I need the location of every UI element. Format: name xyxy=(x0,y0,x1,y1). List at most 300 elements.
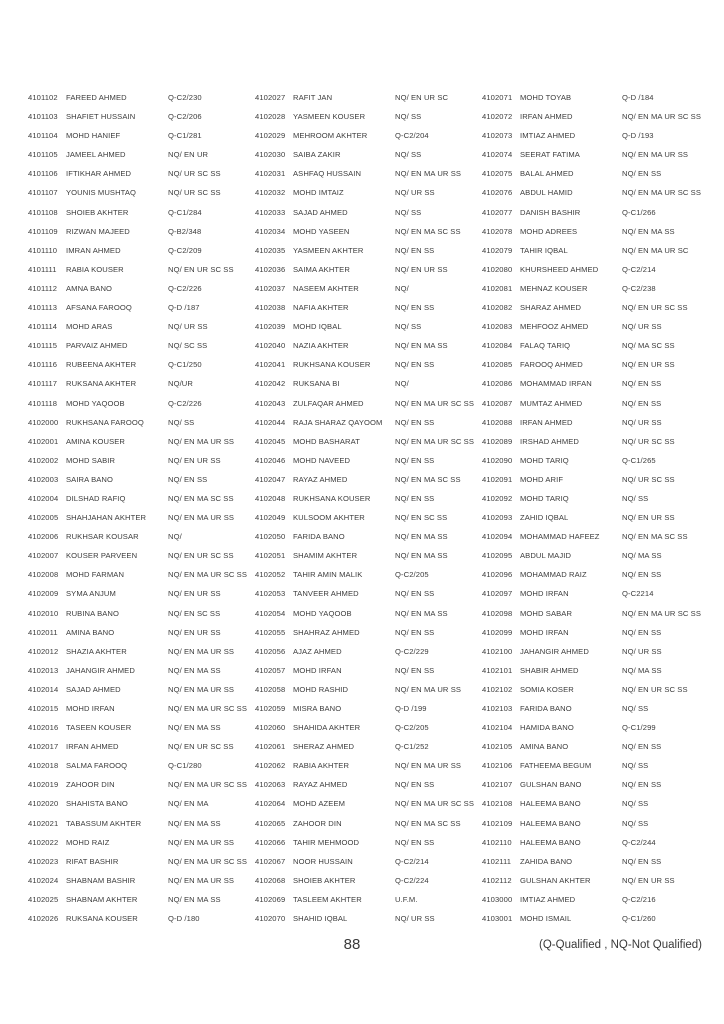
qualification-status: NQ/ EN SS xyxy=(395,303,435,313)
candidate-name: NAFIA AKHTER xyxy=(293,303,349,313)
qualification-status: NQ/ SS xyxy=(622,818,649,828)
table-row xyxy=(482,227,709,246)
candidate-name: KHURSHEED AHMED xyxy=(520,264,599,274)
candidate-name: TAHIR IQBAL xyxy=(520,245,568,255)
roll-number: 4102066 xyxy=(255,837,286,847)
candidate-name: AFSANA FAROOQ xyxy=(66,303,132,313)
candidate-name: MOHD IMTAIZ xyxy=(293,188,344,198)
candidate-name: ZAHIDA BANO xyxy=(520,856,573,866)
candidate-name: ZAHOOR DIN xyxy=(293,818,342,828)
roll-number: 4102092 xyxy=(482,493,513,503)
table-row xyxy=(482,341,709,360)
qualification-status: NQ/ EN MA SC SS xyxy=(395,474,461,484)
candidate-name: RUKSANA KOUSER xyxy=(66,914,138,924)
roll-number: 4101109 xyxy=(28,226,58,236)
candidate-name: MOHD SABAR xyxy=(520,608,573,618)
qualification-status: U.F.M. xyxy=(395,894,418,904)
qualification-status: Q-C1/250 xyxy=(168,360,202,370)
roll-number: 4102003 xyxy=(28,474,59,484)
table-row xyxy=(482,895,709,914)
table-row xyxy=(255,704,482,723)
roll-number: 4102021 xyxy=(28,818,59,828)
candidate-name: MOHD TARIQ xyxy=(520,455,569,465)
qualification-status: Q-C2/205 xyxy=(395,723,429,733)
candidate-name: ZAHOOR DIN xyxy=(66,780,115,790)
table-row xyxy=(482,437,709,456)
qualification-status: Q-C2/230 xyxy=(168,93,202,102)
qualification-status: NQ/ UR SS xyxy=(622,322,662,332)
qualification-status: Q-C2/226 xyxy=(168,398,202,408)
qualification-status: Q-C1/265 xyxy=(622,455,656,465)
roll-number: 4102039 xyxy=(255,322,286,332)
roll-number: 4102054 xyxy=(255,608,286,618)
roll-number: 4102034 xyxy=(255,226,286,236)
qualification-status: NQ/ UR SS xyxy=(622,417,662,427)
table-row xyxy=(28,761,255,780)
roll-number: 4102015 xyxy=(28,704,59,713)
candidate-name: HAMIDA BANO xyxy=(520,723,574,733)
table-row xyxy=(482,838,709,857)
qualification-status: NQ/ EN SS xyxy=(622,570,662,580)
qualification-status: NQ/ EN MA UR SC SS xyxy=(622,608,702,618)
table-row xyxy=(255,666,482,685)
table-row xyxy=(482,570,709,589)
candidate-name: AMNA BANO xyxy=(66,283,113,293)
table-row xyxy=(255,551,482,570)
table-row xyxy=(255,857,482,876)
roll-number: 4102055 xyxy=(255,627,286,637)
qualification-status: NQ/ EN MA UR SS xyxy=(395,761,462,771)
qualification-status: NQ/ MA SS xyxy=(622,665,662,675)
roll-number: 4102106 xyxy=(482,761,513,771)
table-row xyxy=(255,761,482,780)
qualification-status: NQ/ EN MA UR SC SS xyxy=(168,780,248,790)
qualification-status: NQ/ EN UR SS xyxy=(395,264,448,274)
roll-number: 4102020 xyxy=(28,799,59,809)
candidate-name: MOHD IRFAN xyxy=(520,589,569,599)
qualification-status: NQ/ EN MA SS xyxy=(395,608,448,618)
roll-number: 4102026 xyxy=(28,914,59,924)
roll-number: 4102045 xyxy=(255,436,286,446)
candidate-name: HALEEMA BANO xyxy=(520,799,581,809)
roll-number: 4102105 xyxy=(482,742,513,752)
table-row xyxy=(255,532,482,551)
roll-number: 4101115 xyxy=(28,341,58,351)
roll-number: 4102091 xyxy=(482,474,513,484)
qualification-status: NQ/ EN UR SS xyxy=(168,589,221,599)
roll-number: 4102103 xyxy=(482,704,513,713)
roll-number: 4102048 xyxy=(255,493,286,503)
roll-number: 4102036 xyxy=(255,264,286,274)
roll-number: 4102056 xyxy=(255,646,286,656)
qualification-status: Q-C1/280 xyxy=(168,761,202,771)
qualification-status: Q-C1/252 xyxy=(395,742,429,752)
candidate-name: AMINA BANO xyxy=(520,742,569,752)
table-row xyxy=(482,284,709,303)
candidate-name: YASMEEN KOUSER xyxy=(293,112,366,122)
table-row xyxy=(255,723,482,742)
qualification-status: NQ/ EN MA UR SS xyxy=(168,646,235,656)
roll-number: 4102060 xyxy=(255,723,286,733)
roll-number: 4102051 xyxy=(255,551,286,561)
qualification-status: NQ/ EN SS xyxy=(395,665,435,675)
results-column xyxy=(28,93,255,933)
candidate-name: TAHIR AMIN MALIK xyxy=(293,570,363,580)
qualification-status: NQ/ EN MA UR SC SS xyxy=(168,856,248,866)
table-row xyxy=(255,284,482,303)
roll-number: 4102012 xyxy=(28,646,59,656)
qualification-status: NQ/UR xyxy=(168,379,193,389)
candidate-name: RAFIT JAN xyxy=(293,93,333,102)
candidate-name: KULSOOM AKHTER xyxy=(293,513,365,523)
candidate-name: IRFAN AHMED xyxy=(520,417,573,427)
candidate-name: SHAHJAHAN AKHTER xyxy=(66,513,147,523)
candidate-name: RUKHSAR KOUSAR xyxy=(66,532,139,542)
candidate-name: RUKHSANA KOUSER xyxy=(293,360,371,370)
table-row xyxy=(482,265,709,284)
candidate-name: MEHNAZ KOUSER xyxy=(520,283,588,293)
candidate-name: BALAL AHMED xyxy=(520,169,574,179)
roll-number: 4101117 xyxy=(28,379,58,389)
candidate-name: TANVEER AHMED xyxy=(293,589,359,599)
table-row xyxy=(255,685,482,704)
roll-number: 4102041 xyxy=(255,360,286,370)
candidate-name: IMTIAZ AHMED xyxy=(520,894,576,904)
qualification-status: NQ/ EN MA UR SC SS xyxy=(395,398,475,408)
table-row xyxy=(255,570,482,589)
qualification-status: Q-D /193 xyxy=(622,131,654,141)
candidate-name: IMTIAZ AHMED xyxy=(520,131,576,141)
qualification-status: NQ/ EN SS xyxy=(622,169,662,179)
qualification-status: NQ/ EN SS xyxy=(395,455,435,465)
table-row xyxy=(28,589,255,608)
qualification-status: NQ/ EN SS xyxy=(395,493,435,503)
candidate-name: ABDUL MAJID xyxy=(520,551,572,561)
roll-number: 4102071 xyxy=(482,93,513,102)
candidate-name: SAIMA AKHTER xyxy=(293,264,350,274)
table-row xyxy=(482,742,709,761)
roll-number: 4102001 xyxy=(28,436,59,446)
table-row xyxy=(482,303,709,322)
qualification-status: NQ/ EN SS xyxy=(622,742,662,752)
candidate-name: RUKHSANA KOUSER xyxy=(293,493,371,503)
candidate-name: MEHROOM AKHTER xyxy=(293,131,368,141)
table-row xyxy=(482,322,709,341)
table-row xyxy=(255,360,482,379)
table-row xyxy=(28,188,255,207)
candidate-name: FARIDA BANO xyxy=(293,532,345,542)
candidate-name: SHAMIM AKHTER xyxy=(293,551,358,561)
qualification-status: NQ/ EN MA SS xyxy=(168,818,221,828)
roll-number: 4102081 xyxy=(482,283,513,293)
roll-number: 4102002 xyxy=(28,455,59,465)
candidate-name: SHOIEB AKHTER xyxy=(66,207,129,217)
table-row xyxy=(482,685,709,704)
qualification-status: NQ/ EN SS xyxy=(395,245,435,255)
candidate-name: GULSHAN AKHTER xyxy=(520,875,591,885)
page-footer xyxy=(0,934,724,964)
candidate-name: HALEEMA BANO xyxy=(520,818,581,828)
roll-number: 4102032 xyxy=(255,188,286,198)
table-row xyxy=(28,93,255,112)
roll-number: 4102089 xyxy=(482,436,513,446)
candidate-name: FAROOQ AHMED xyxy=(520,360,583,370)
table-row xyxy=(28,876,255,895)
table-row xyxy=(28,666,255,685)
table-row xyxy=(482,761,709,780)
table-row xyxy=(482,532,709,551)
qualification-status: NQ/ EN MA UR SS xyxy=(395,684,462,694)
table-row xyxy=(28,723,255,742)
qualification-status: NQ/ EN MA SC SS xyxy=(395,818,461,828)
candidate-name: ABDUL HAMID xyxy=(520,188,573,198)
qualification-status: NQ/ EN UR SS xyxy=(622,513,675,523)
roll-number: 4102111 xyxy=(482,856,512,866)
candidate-name: MOHD RASHID xyxy=(293,684,349,694)
roll-number: 4102059 xyxy=(255,704,286,713)
roll-number: 4102029 xyxy=(255,131,286,141)
table-row xyxy=(255,895,482,914)
table-row xyxy=(482,647,709,666)
table-row xyxy=(482,494,709,513)
qualification-status: NQ/ SS xyxy=(622,493,649,503)
table-row xyxy=(482,857,709,876)
table-row xyxy=(28,494,255,513)
roll-number: 4102037 xyxy=(255,283,286,293)
qualification-status: NQ/ EN UR SC SS xyxy=(168,742,234,752)
qualification-status: NQ/ UR SC SS xyxy=(622,474,675,484)
roll-number: 4102073 xyxy=(482,131,513,141)
table-row xyxy=(482,93,709,112)
table-row xyxy=(482,150,709,169)
roll-number: 4102005 xyxy=(28,513,59,523)
candidate-name: SHAZIA AKHTER xyxy=(66,646,127,656)
table-row xyxy=(28,475,255,494)
candidate-name: RUKSANA BI xyxy=(293,379,340,389)
table-row xyxy=(482,456,709,475)
table-row xyxy=(255,418,482,437)
table-row xyxy=(255,513,482,532)
roll-number: 4102063 xyxy=(255,780,286,790)
table-row xyxy=(28,799,255,818)
candidate-name: SHABNAM AKHTER xyxy=(66,894,138,904)
table-row xyxy=(482,551,709,570)
table-row xyxy=(255,322,482,341)
roll-number: 4102035 xyxy=(255,245,286,255)
candidate-name: FARIDA BANO xyxy=(520,704,572,713)
qualification-status: NQ/ UR SS xyxy=(395,188,435,198)
table-row xyxy=(482,246,709,265)
table-row xyxy=(255,437,482,456)
candidate-name: NAZIA AKHTER xyxy=(293,341,349,351)
roll-number: 4101116 xyxy=(28,360,58,370)
qualification-status: NQ/ EN UR SS xyxy=(622,360,675,370)
candidate-name: KOUSER PARVEEN xyxy=(66,551,138,561)
page-number: 88 xyxy=(343,936,361,953)
candidate-name: FAREED AHMED xyxy=(66,93,127,102)
candidate-name: MOHD YASEEN xyxy=(293,226,350,236)
table-row xyxy=(28,704,255,723)
qualification-status: Q-B2/348 xyxy=(168,226,202,236)
candidate-name: SHAHID IQBAL xyxy=(293,914,348,924)
candidate-name: MOHAMMAD HAFEEZ xyxy=(520,532,600,542)
qualification-status: NQ/ EN MA SS xyxy=(622,226,675,236)
candidate-name: SAIBA ZAKIR xyxy=(293,150,341,160)
candidate-name: MISRA BANO xyxy=(293,704,342,713)
roll-number: 4102102 xyxy=(482,684,513,694)
table-row xyxy=(28,628,255,647)
qualification-status: NQ/ EN UR SC SS xyxy=(168,551,234,561)
candidate-name: AJAZ AHMED xyxy=(293,646,342,656)
results-column xyxy=(482,93,709,933)
qualification-status: NQ/ UR SS xyxy=(395,914,435,924)
candidate-name: FALAQ TARIQ xyxy=(520,341,571,351)
roll-number: 4102024 xyxy=(28,875,59,885)
qualification-status: NQ/ EN SS xyxy=(622,627,662,637)
roll-number: 4102018 xyxy=(28,761,59,771)
candidate-name: MOHD BASHARAT xyxy=(293,436,360,446)
roll-number: 4102093 xyxy=(482,513,513,523)
qualification-status: NQ/ EN SS xyxy=(395,780,435,790)
roll-number: 4102067 xyxy=(255,856,286,866)
roll-number: 4102004 xyxy=(28,493,59,503)
roll-number: 4102110 xyxy=(482,837,512,847)
table-row xyxy=(255,399,482,418)
candidate-name: DANISH BASHIR xyxy=(520,207,581,217)
roll-number: 4102027 xyxy=(255,93,286,102)
roll-number: 4103000 xyxy=(482,894,513,904)
qualification-status: NQ/ EN SS xyxy=(622,856,662,866)
table-row xyxy=(255,208,482,227)
candidate-name: RUKHSANA FAROOQ xyxy=(66,417,144,427)
roll-number: 4102069 xyxy=(255,894,286,904)
qualification-status: Q-C1/266 xyxy=(622,207,656,217)
candidate-name: ZAHID IQBAL xyxy=(520,513,569,523)
qualification-status: NQ/ EN MA UR SC SS xyxy=(622,112,702,122)
candidate-name: ZULFAQAR AHMED xyxy=(293,398,364,408)
candidate-name: IRFAN AHMED xyxy=(66,742,119,752)
candidate-name: MOHD TOYAB xyxy=(520,93,572,102)
table-row xyxy=(482,513,709,532)
qualification-status: NQ/ EN UR SC xyxy=(395,93,449,102)
candidate-name: DILSHAD RAFIQ xyxy=(66,493,126,503)
roll-number: 4102009 xyxy=(28,589,59,599)
candidate-name: MOHD ISMAIL xyxy=(520,914,572,924)
table-row xyxy=(28,551,255,570)
qualification-status: NQ/ EN MA UR SS xyxy=(168,684,235,694)
roll-number: 4102017 xyxy=(28,742,59,752)
qualification-status: NQ/ EN MA UR SC SS xyxy=(395,436,475,446)
candidate-name: MOHD FARMAN xyxy=(66,570,125,580)
candidate-name: SAJAD AHMED xyxy=(66,684,121,694)
candidate-name: SHAHIDA AKHTER xyxy=(293,723,361,733)
table-row xyxy=(255,475,482,494)
table-row xyxy=(482,780,709,799)
qualification-status: Q-C2/205 xyxy=(395,570,429,580)
roll-number: 4102047 xyxy=(255,474,286,484)
roll-number: 4102016 xyxy=(28,723,59,733)
roll-number: 4101103 xyxy=(28,112,58,122)
candidate-name: SHABIR AHMED xyxy=(520,665,579,675)
roll-number: 4102019 xyxy=(28,780,59,790)
table-row xyxy=(28,169,255,188)
candidate-name: RUBEENA AKHTER xyxy=(66,360,137,370)
roll-number: 4102087 xyxy=(482,398,513,408)
table-row xyxy=(28,532,255,551)
qualification-status: NQ/ EN UR SC SS xyxy=(168,264,234,274)
table-row xyxy=(482,666,709,685)
table-row xyxy=(255,188,482,207)
qualification-status: NQ/ EN MA UR SS xyxy=(168,875,235,885)
table-row xyxy=(255,799,482,818)
candidate-name: SALMA FAROOQ xyxy=(66,761,128,771)
qualification-status: Q-C2/238 xyxy=(622,283,656,293)
qualification-status: NQ/ EN MA SC SS xyxy=(395,226,461,236)
table-row xyxy=(482,418,709,437)
table-row xyxy=(28,341,255,360)
roll-number: 4101102 xyxy=(28,93,58,102)
table-row xyxy=(482,360,709,379)
roll-number: 4102022 xyxy=(28,837,59,847)
qualification-status: Q-C1/284 xyxy=(168,207,202,217)
roll-number: 4102076 xyxy=(482,188,513,198)
table-row xyxy=(255,246,482,265)
qualification-status: NQ/ EN UR SC SS xyxy=(622,684,688,694)
table-row xyxy=(28,131,255,150)
table-row xyxy=(255,93,482,112)
roll-number: 4102068 xyxy=(255,875,286,885)
roll-number: 4102042 xyxy=(255,379,286,389)
table-row xyxy=(482,704,709,723)
candidate-name: RIZWAN MAJEED xyxy=(66,226,130,236)
roll-number: 4102062 xyxy=(255,761,286,771)
results-table xyxy=(28,93,709,933)
qualification-status: NQ/ EN SS xyxy=(395,627,435,637)
candidate-name: IFTIKHAR AHMED xyxy=(66,169,132,179)
qualification-status: NQ/ SS xyxy=(395,322,422,332)
table-row xyxy=(255,780,482,799)
table-row xyxy=(482,112,709,131)
table-row xyxy=(28,418,255,437)
roll-number: 4102086 xyxy=(482,379,513,389)
candidate-name: RAJA SHARAZ QAYOOM xyxy=(293,417,383,427)
qualification-status: NQ/ EN MA UR SC SS xyxy=(168,704,248,713)
candidate-name: MOHAMMAD RAIZ xyxy=(520,570,587,580)
roll-number: 4102046 xyxy=(255,455,286,465)
qualification-status: Q-C1/260 xyxy=(622,914,656,924)
roll-number: 4102014 xyxy=(28,684,59,694)
candidate-name: IRFAN AHMED xyxy=(520,112,573,122)
roll-number: 4101105 xyxy=(28,150,58,160)
candidate-name: SEERAT FATIMA xyxy=(520,150,580,160)
roll-number: 4102031 xyxy=(255,169,286,179)
candidate-name: RUKSANA AKHTER xyxy=(66,379,137,389)
qualification-status: NQ/ EN MA SC SS xyxy=(622,532,688,542)
roll-number: 4102083 xyxy=(482,322,513,332)
roll-number: 4102098 xyxy=(482,608,513,618)
candidate-name: TASLEEM AKHTER xyxy=(293,894,362,904)
roll-number: 4102033 xyxy=(255,207,286,217)
qualification-status: NQ/ UR SC SS xyxy=(622,436,675,446)
table-row xyxy=(28,379,255,398)
table-row xyxy=(255,628,482,647)
table-row xyxy=(28,570,255,589)
qualification-status: NQ/ EN SS xyxy=(622,379,662,389)
qualification-status: Q-C2/226 xyxy=(168,283,202,293)
roll-number: 4102099 xyxy=(482,627,513,637)
qualification-status: NQ/ EN MA UR SS xyxy=(168,436,235,446)
roll-number: 4101110 xyxy=(28,245,58,255)
